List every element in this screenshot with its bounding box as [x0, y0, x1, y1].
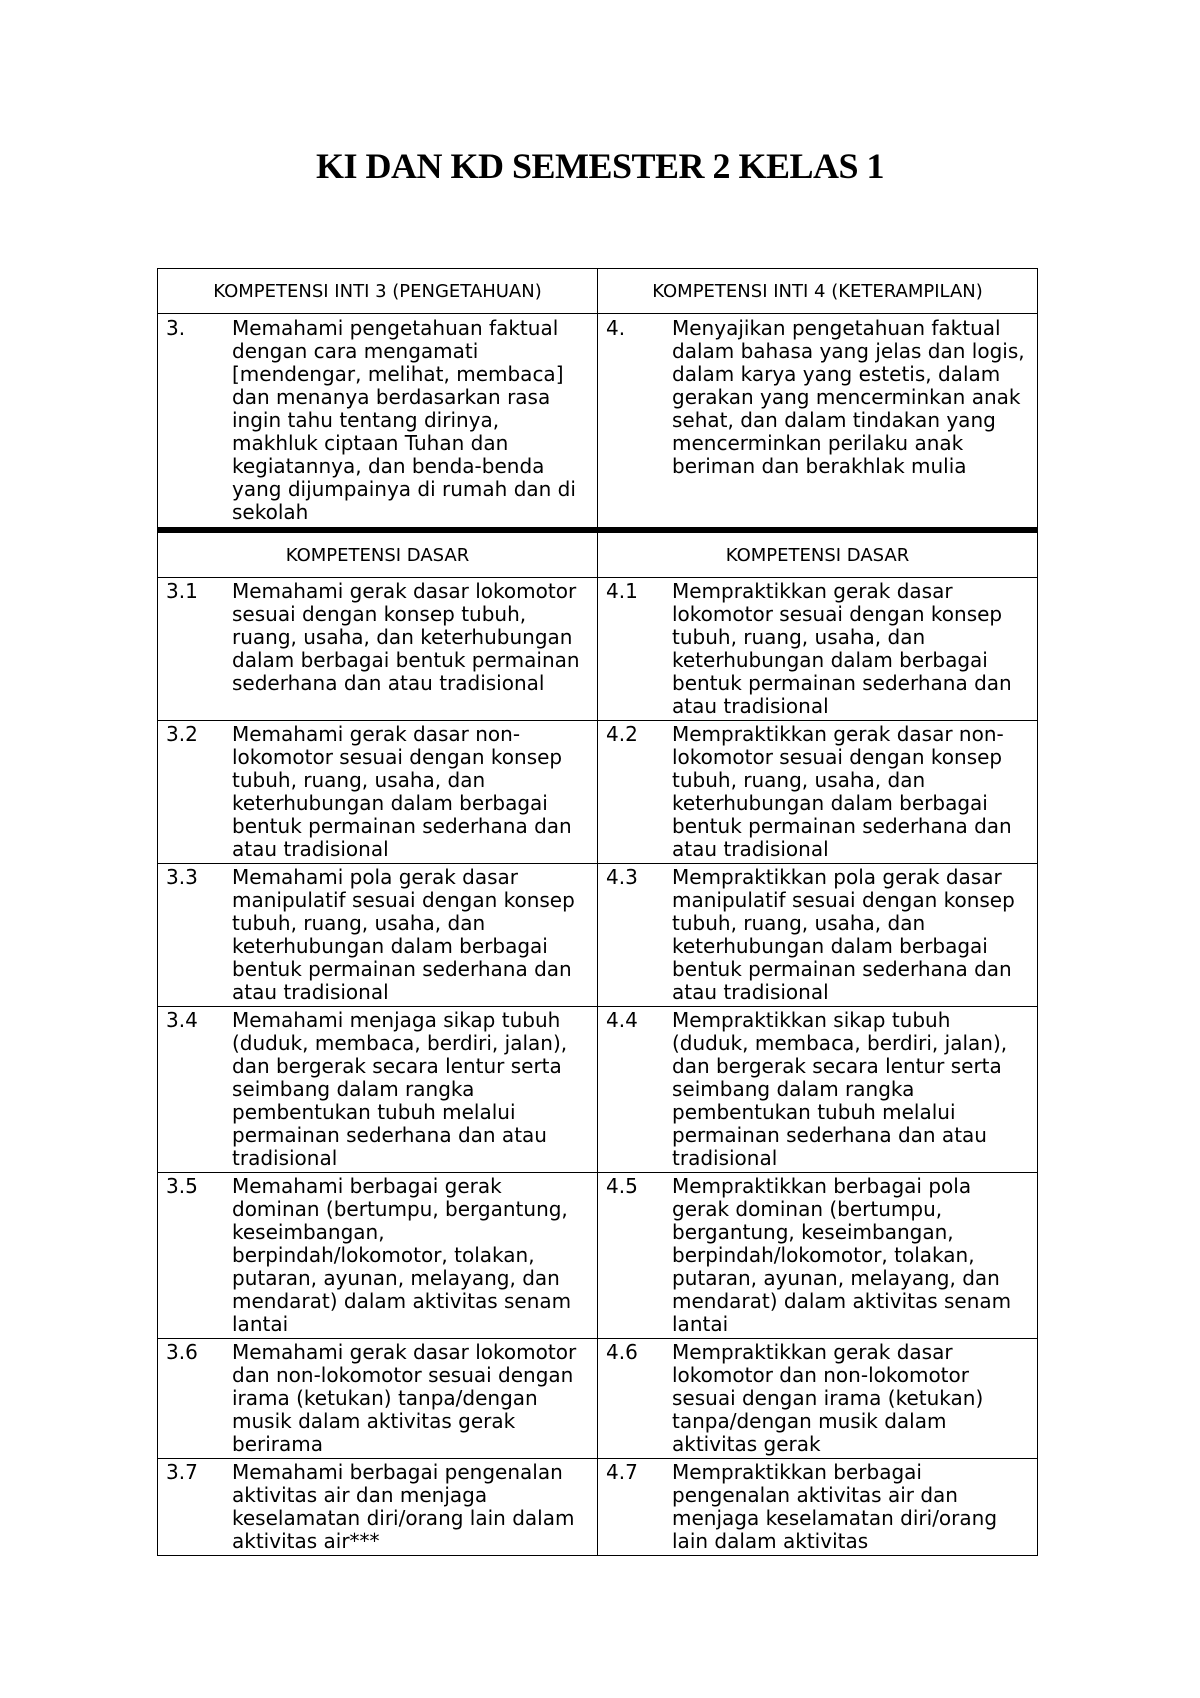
kd3-number: 3.7: [166, 1460, 198, 1484]
ki3-text: Memahami pengetahuan faktual dengan cara mengamati [mendengar, melihat, membaca] dan menanya berdasarkan rasa ingin tahu tentang dirinya, makhluk ciptaan Tuhan dan kegiatannya, dan benda-benda yang dijumpainya di rumah dan di sekolah: [232, 316, 576, 524]
kd3-cell: [158, 721, 598, 864]
kd4-number: 4.7: [606, 1460, 638, 1484]
kd-row: [158, 864, 1038, 1007]
kd3-cell: [158, 1007, 598, 1173]
kd3-text: Memahami berbagai pengenalan aktivitas air dan menjaga keselamatan diri/orang lain dalam aktivitas air***: [232, 1460, 575, 1553]
kd4-text: Mempraktikkan gerak dasar lokomotor dan non-lokomotor sesuai dengan irama (ketukan) tanpa/dengan musik dalam aktivitas gerak: [672, 1340, 984, 1456]
kd-header-row: [158, 530, 1038, 578]
kd3-text: Memahami gerak dasar lokomotor dan non-lokomotor sesuai dengan irama (ketukan) tanpa/dengan musik dalam aktivitas gerak berirama: [232, 1340, 577, 1456]
kd3-text: Memahami gerak dasar lokomotor sesuai dengan konsep tubuh, ruang, usaha, dan keterhubungan dalam berbagai bentuk permainan sederhana dan atau tradisional: [232, 579, 580, 695]
kd4-text: Mempraktikkan berbagai pengenalan aktivitas air dan menjaga keselamatan diri/orang lain dalam aktivitas: [672, 1460, 998, 1553]
kd-row: [158, 1459, 1038, 1556]
kd4-cell: [598, 1459, 1038, 1556]
kd3-cell: [158, 1173, 598, 1339]
document-title: KI DAN KD SEMESTER 2 KELAS 1: [315, 146, 885, 186]
kd4-cell: [598, 578, 1038, 721]
kd4-cell: [598, 721, 1038, 864]
kd3-number: 3.4: [166, 1008, 198, 1032]
kd3-header: KOMPETENSI DASAR: [158, 530, 598, 578]
kd4-text: Mempraktikkan pola gerak dasar manipulatif sesuai dengan konsep tubuh, ruang, usaha, dan keterhubungan dalam berbagai bentuk permainan sederhana dan atau tradisional: [672, 865, 1015, 1004]
ki4-header: KOMPETENSI INTI 4 (KETERAMPILAN): [598, 269, 1038, 314]
kd-row: [158, 1339, 1038, 1459]
kd3-text: Memahami pola gerak dasar manipulatif sesuai dengan konsep tubuh, ruang, usaha, dan keterhubungan dalam berbagai bentuk permainan sederhana dan atau tradisional: [232, 865, 575, 1004]
kd4-number: 4.3: [606, 865, 638, 889]
kd4-cell: [598, 1007, 1038, 1173]
kd-row: [158, 1173, 1038, 1339]
kd4-text: Mempraktikkan berbagai pola gerak dominan (bertumpu, bergantung, keseimbangan, berpindah/lokomotor, tolakan, putaran, ayunan, melayang, dan mendarat) dalam aktivitas senam lantai: [672, 1174, 1012, 1336]
ki-header-row: [158, 269, 1038, 314]
kd3-number: 3.1: [166, 579, 198, 603]
kd4-cell: [598, 1339, 1038, 1459]
kd4-text: Mempraktikkan gerak dasar lokomotor sesuai dengan konsep tubuh, ruang, usaha, dan keterhubungan dalam berbagai bentuk permainan sederhana dan atau tradisional: [672, 579, 1012, 718]
kd4-number: 4.4: [606, 1008, 638, 1032]
kd3-text: Memahami berbagai gerak dominan (bertumpu, bergantung, keseimbangan, berpindah/lokomotor, tolakan, putaran, ayunan, melayang, dan mendarat) dalam aktivitas senam lantai: [232, 1174, 572, 1336]
kd4-text: Mempraktikkan gerak dasar non- lokomotor sesuai dengan konsep tubuh, ruang, usaha, dan keterhubungan dalam berbagai bentuk permainan sederhana dan atau tradisional: [672, 722, 1012, 861]
ki-row: [158, 314, 1038, 531]
kd3-cell: [158, 578, 598, 721]
kd3-cell: [158, 864, 598, 1007]
ki4-text: Menyajikan pengetahuan faktual dalam bahasa yang jelas dan logis, dalam karya yang estetis, dalam gerakan yang mencerminkan anak sehat, dan dalam tindakan yang mencerminkan perilaku anak beriman dan berakhlak mulia: [672, 316, 1025, 478]
kd3-text: Memahami gerak dasar non-lokomotor sesuai dengan konsep tubuh, ruang, usaha, dan keterhubungan dalam berbagai bentuk permainan sederhana dan atau tradisional: [232, 722, 572, 861]
kd-row: [158, 1007, 1038, 1173]
kd3-number: 3.2: [166, 722, 198, 746]
kd4-number: 4.2: [606, 722, 638, 746]
ki-kd-table: [157, 268, 1038, 1556]
kd3-text: Memahami menjaga sikap tubuh (duduk, membaca, berdiri, jalan), dan bergerak secara lentur serta seimbang dalam rangka pembentukan tubuh melalui permainan sederhana dan atau tradisional: [232, 1008, 568, 1170]
kd4-header: KOMPETENSI DASAR: [598, 530, 1038, 578]
kd4-number: 4.1: [606, 579, 638, 603]
kd-row: [158, 721, 1038, 864]
kd3-number: 3.3: [166, 865, 198, 889]
kd4-number: 4.5: [606, 1174, 638, 1198]
kd4-cell: [598, 1173, 1038, 1339]
kd3-cell: [158, 1339, 598, 1459]
kd4-text: Mempraktikkan sikap tubuh (duduk, membaca, berdiri, jalan), dan bergerak secara lentur serta seimbang dalam rangka pembentukan tubuh melalui permainan sederhana dan atau tradisional: [672, 1008, 1008, 1170]
ki3-header: KOMPETENSI INTI 3 (PENGETAHUAN): [158, 269, 598, 314]
kd3-number: 3.6: [166, 1340, 198, 1364]
kd3-cell: [158, 1459, 598, 1556]
ki3-cell: [158, 314, 598, 531]
ki4-number: 4.: [606, 316, 626, 340]
kd3-number: 3.5: [166, 1174, 198, 1198]
kd4-number: 4.6: [606, 1340, 638, 1364]
ki3-number: 3.: [166, 316, 186, 340]
ki4-cell: [598, 314, 1038, 531]
kd-row: [158, 578, 1038, 721]
kd4-cell: [598, 864, 1038, 1007]
